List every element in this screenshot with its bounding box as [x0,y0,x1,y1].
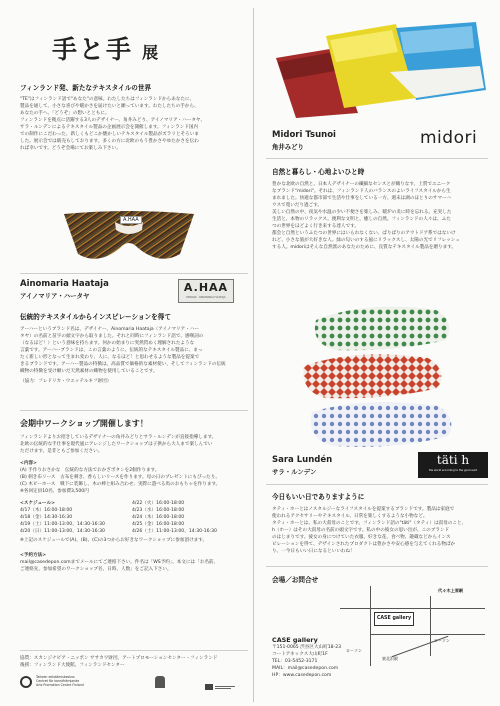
sl-line: h（ホー）はその大叔母の名前の頭文字です。私の中の彼女の思い出が、このブランド [272,528,450,533]
mt-line: れど、小さな旅が大好きな人。緑の匂いのする風にリラックスし、太陽の光でリフレッシュ [272,238,460,243]
contents-item: (C) 木ビーホース 戦下に装飾し、木の棒と組み合わせ、実際に遊べる馬のおもちゃを作ります。 [20,482,221,487]
footer-credits [20,655,252,669]
intro-line: した。展示会では販売もしております。多くの方に北欧のもう豊かさやゆたかさを伝わ [20,139,199,144]
mt-line: 都会と自然というふたつの世界にはいられなくない。ばりばりのアウトドア系ではないけ [272,231,456,236]
schedule-entry: 4/23（水）16:00-18:00 [132,508,185,513]
venue-address1: 〒151-0065 渋谷区大山町18-23 [272,645,342,650]
schedule-entry: 4/20（日）11:00-13:00、14:30-16:30 [20,529,105,534]
sl-line: のはじまりです。彼女の身につけていた衣服、好きな花、食べ物、趣蔵などからインス [272,535,451,540]
workshop-intro-line: フィンランドよりお招きしているデザイナーの角井みどりとサラ・ルンデンが直接指導します。 [20,435,217,440]
title-block [52,30,158,66]
schedule-entry: 4/19（土）11:00-13:00、14:30-16:30 [20,522,105,527]
map-gallery-marker: CASE gallery [374,612,414,626]
map-station2-label: 東北沢駅 [382,656,398,661]
sl-line: 使われるアクセサリーやテキスタイル、日常を楽しくするような小物など。 [272,514,428,519]
sl-line: ピレーションを得て、デザインされたプロダクトは豊かさや安心感を与えてくれる物ばか [272,542,456,547]
schedule-entry: 4/18（金）14:30-16:30 [20,515,73,520]
sl-line: タティ・ホーとはノスタルジーなライフスタイルを提案するブランドです。製品は家庭で [272,507,455,512]
intro-line: れば幸いです。どうぞ会場にてお楽しみ下さい。 [20,146,121,151]
midori-logo: midori [420,128,478,148]
section-rule [20,410,248,411]
collar-photo [60,208,198,268]
workshop-fee: ※各回定員10名、参加費3,500円 [20,489,89,494]
column-divider [253,8,254,702]
venue-hp[interactable]: HP：www.casedepon.com [272,673,332,678]
pouches-photo [266,18,488,118]
intro-headline: フィンランド発、新たなテキスタイルの世界 [20,84,152,92]
pouches-illustration [266,18,488,118]
socks-photo [296,300,466,452]
aa-line: きるブランドです。アーハー製品の特徴は、高品質で価格的な素材使い、そしてフィンランドの伝統 [20,362,226,367]
mt-line: 豊かな北欧の自然と、日本人デザイナーの繊細なセンスとが織りなす、上質でユニーク [272,182,451,187]
workshop-headline: 会期中ワークショップ開催します！ [20,419,148,428]
aa-line: タヤ）の名前と苗字の頭文字から取りました。それと同時にフィンランド語で、感嘆詞の [20,334,204,339]
designer-mt-name-ja: 角井みどり [272,143,304,151]
designer-sl-name-en: Sara Lundén [272,455,333,465]
sl-line: タティ・ホーとは、私の大叔母のことです。フィンランド語の"täti"（タティ）は叔母のこと、 [272,521,467,526]
aa-credit: （協力：フレドリカ・ウエッテルキフ財団） [20,379,112,384]
venue-label: 会場／お問合せ [272,576,319,584]
intro-line: あなたの手へ、「どうぞ」の想いとともに。 [20,111,110,116]
map-lawson-label: ローソン [346,648,362,653]
venue-name: CASE gallery [272,636,318,644]
footer-support: 協賛：スカンジナビア・ニッポン ササカワ財団、アートプロモーションセンター・フィンランド [20,656,218,661]
schedule-entry: 4/26（土）11:00-13:00、14:30-16:30 [132,529,217,534]
mt-line: 美しい自然の中、夜気や水温の少い不便さを楽しみ、暖炉の炎に時を忘れる。充実した [272,210,452,215]
mt-line: 生活と、本物のリラックス。便利な文明と、癒しの自然。フィンランドの人々は、ふた [272,217,451,222]
sl-headline: 今日もいい日でありますように [272,493,365,501]
designer-mt-name-en: Midori Tsunoi [272,130,336,140]
mt-line: つの世界をほどよく行き来する達人です。 [272,224,359,229]
schedule-note: ※上記のスケジュールで(A)、(B)、(C)の3つからお好きなワークショップに参加頂けます。 [20,538,208,543]
aa-line: 織物の特徴を受け継いだ天然素材の織物を使用していることです。 [20,369,158,374]
page-title: 手と手 [52,35,134,64]
socks-illustration [296,300,466,452]
intro-line: "TE"はフィンランド語で"あなた"の意味。わたしたちはフィンランドからあなたに、 [20,97,195,102]
tati-h-logo-text: täti h [436,453,470,467]
section-rule [20,273,248,274]
reserve-label: <予約方法> [20,553,47,558]
section-rule [20,650,248,651]
schedule-entry: 4/22（火）16:00-18:00 [132,501,185,506]
mt-headline: 自然と暮らし・心地よいひと時 [272,168,365,176]
mt-line: ウスで寛いだり過ごす。 [272,203,323,208]
intro-line: 製品を通して、小さな喜びや暖かさを届けたいと願っています。わたしたちの手から、 [20,104,199,109]
sl-line: り。一今日もいい日になるといいわね！ [272,549,355,554]
page-title-suffix: 展 [142,43,159,62]
venue-info [272,636,392,679]
aa-headline: 伝統的テキスタイルからインスピレーションを得て [20,313,171,321]
collar-tag: A.HAA [120,216,142,224]
reserve-line: ご連絡先、参加希望のワークショップ名、日時、人数」をご記入下さい。 [20,567,172,572]
section-rule [266,484,488,485]
mt-line: まれました。快適な都市部で生活や仕事をしている一方、週末は湖のほとりのサマーハ [272,196,451,201]
section-rule [266,158,488,159]
schedule-entry: 4/24（木）16:00-18:00 [132,515,185,520]
arts-promotion-logo-text: Taiteen edistämiskeskus Centret för konstfrämjande Arts Promotion Centre Finland [36,675,84,688]
map-lawson-label: ローソン [434,638,450,643]
schedule-right [132,500,252,535]
footer-backing: 後援：フィンランド大使館、フィンランドセンター [20,663,125,668]
reserve-line: mail@casedepon.comまでメールにてご連絡下さい。件名は「WS予約」、本文には「お名前、 [20,560,219,565]
mt-line: する人。midoriはそんな自然派のあなたのために、良質なテキスタイル製品を贈ります。 [272,245,457,250]
aa-logo [178,279,234,303]
mt-line: なブランド"midori"。それは、フィンランド人のバランスのよいライフスタイルから生 [272,189,451,194]
contents-item: (A) 手作りおさかな 伝統的な方法でおかざボタンを2個作ります。 [20,468,160,473]
tati-h-logo [418,452,488,478]
reserve-block [20,552,252,573]
section-rule [266,566,488,567]
contents-item: (B) 刺き布リース 古布を刺き、香らしいリースを作ります。母の日のプレゼントにもぴったり。 [20,475,220,480]
embassy-emblem-icon [155,676,165,688]
venue-tel: TEL：03-5452-3171 [272,659,318,664]
tati-h-logo-sub: the world according to the good aunt [428,469,478,472]
aa-logo-sub: DESIGN · AINOMARIA HAATAJA [186,296,226,299]
designer-sl-name-ja: サラ・ルンデン [272,468,317,476]
designer-aa-name-ja: アイノマリア・ハータヤ [20,292,90,300]
intro-text [20,96,248,152]
venue-mail[interactable]: MAIL：mail@casedepon.com [272,666,339,671]
aa-line: 言葉です。アーハーブランドは、この言葉のように、伝統的なテキスタイル製品に、まっ [20,348,203,353]
aa-line: （なるほど！）という意味を持ちます。何かの始まりに突然閃めく理解されたような [20,341,195,346]
aa-logo-text: A.HAA [183,281,229,294]
intro-line: フィンランドを拠点に活躍する3人のデザイナー、角井みどり、アイノマリア・ハータヤ、 [20,118,205,123]
arts-promotion-logo-icon [20,676,32,688]
schedule-label: <スケジュール> [20,501,55,506]
sl-text [272,506,496,555]
workshop-intro [20,434,250,455]
schedule-entry: 4/17（木）16:00-18:00 [20,508,73,513]
schedule-entry: 4/25（金）16:00-18:00 [132,522,185,527]
aa-text [20,326,250,385]
designer-aa-name-en: Ainomaria Haataja [20,279,109,289]
contents-label: <内容> [20,461,37,466]
workshop-intro-line: ただけます。是非ともご参加ください。 [20,449,103,454]
intro-line: サラ・ルンデンによるテキスタイル製品の企画展示会を開催します。フィンランド国内 [20,125,199,130]
workshop-intro-line: 北欧の伝統的な手仕事を現代風にアレンジしたワークショップは子供から大人まで楽しんでい [20,442,213,447]
mt-text [272,181,496,251]
aa-line: アーハーというブランド名は、デザイナー、Ainomaria Haataja（アイノマリア・ハー [20,327,199,332]
workshop-contents [20,460,250,495]
schedule-left [20,507,130,535]
intro-line: での制作にこだわった、新しくもどこか懐かしいテキスタイル製品がズラリとそろいま [20,132,199,137]
venue-address2: コートアネックス大山町1F [272,652,328,657]
foundation-logo-icon [205,677,235,687]
map-station-label: 代々木上原駅 [438,588,464,593]
aa-line: たく新しい形となって生まれ変わり、人に、なるほど！と思わせるような製品を提案で [20,355,200,360]
